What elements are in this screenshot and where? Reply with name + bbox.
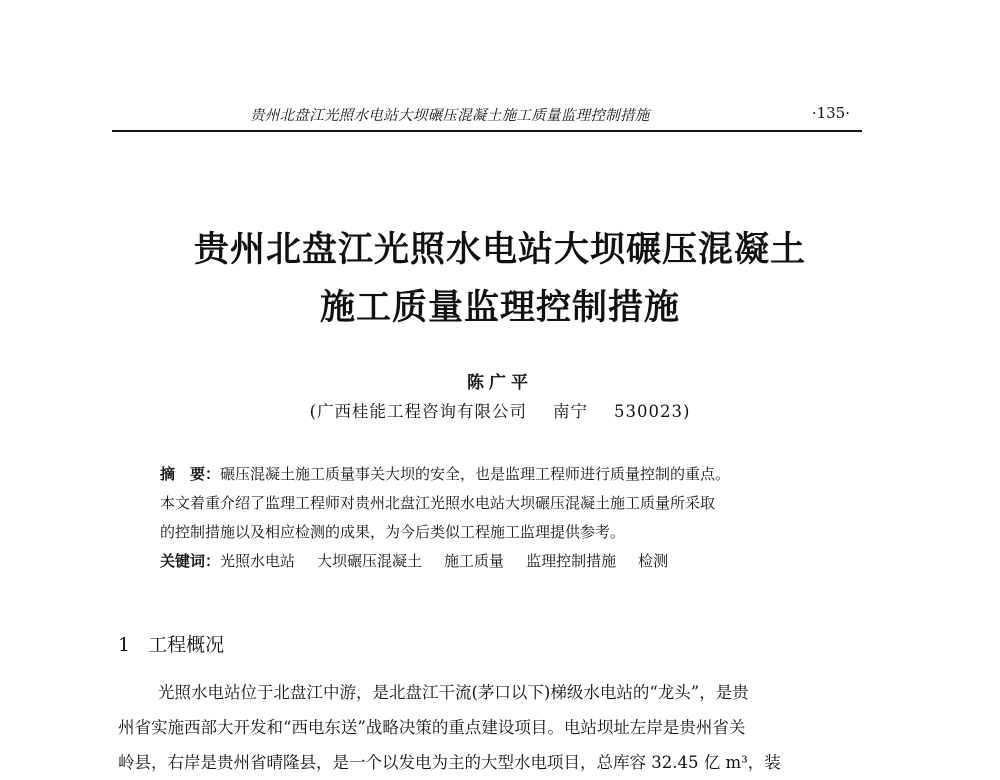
keywords-label: 关键词： <box>160 552 221 570</box>
abstract-text-1: 碾压混凝土施工质量事关大坝的安全，也是监理工程师进行质量控制的重点。 <box>220 465 731 483</box>
keyword: 监理控制措施 <box>526 552 617 570</box>
keyword: 光照水电站 <box>220 552 296 570</box>
keyword: 大坝碾压混凝土 <box>317 552 423 570</box>
section-heading <box>118 630 224 657</box>
page-number: ·135· <box>811 104 850 122</box>
abstract-line-1 <box>160 460 860 489</box>
abstract <box>160 460 860 576</box>
article-title-line-2: 施工质量监理控制措施 <box>319 287 680 328</box>
author-name: 陈广平 <box>467 373 533 393</box>
affiliation-postcode: 530023) <box>614 402 691 421</box>
abstract-line-2: 本文着重介绍了监理工程师对贵州北盘江光照水电站大坝碾压混凝土施工质量所采取 <box>160 494 716 512</box>
abstract-line-3: 的控制措施以及相应检测的成果，为今后类似工程施工监理提供参考。 <box>160 523 626 541</box>
body-line-1: 光照水电站位于北盘江中游，是北盘江干流(茅口以下)梯级水电站的“龙头”，是贵 <box>158 683 749 702</box>
running-header <box>112 100 862 132</box>
section-title: 工程概况 <box>148 634 225 656</box>
article-title-line-1: 贵州北盘江光照水电站大坝碾压混凝土 <box>193 229 806 270</box>
body-line-3: 岭县，右岸是贵州省晴隆县，是一个以发电为主的大型水电项目，总库容 32.45 亿 m³，装 <box>118 753 781 772</box>
section-number: 1 <box>118 634 131 656</box>
running-title: 贵州北盘江光照水电站大坝碾压混凝土施工质量监理控制措施 <box>250 108 650 124</box>
keyword: 检测 <box>638 552 669 570</box>
abstract-label: 摘 要： <box>160 465 221 483</box>
affiliation <box>0 398 1000 422</box>
body-line-2: 州省实施西部大开发和“西电东送”战略决策的重点建设项目。电站坝址左岸是贵州省关 <box>118 718 746 737</box>
keywords-row <box>160 547 860 576</box>
affiliation-city: 南宁 <box>553 402 588 421</box>
affiliation-org: (广西桂能工程咨询有限公司 <box>309 402 527 421</box>
keyword: 施工质量 <box>444 552 505 570</box>
section-body <box>118 675 888 780</box>
